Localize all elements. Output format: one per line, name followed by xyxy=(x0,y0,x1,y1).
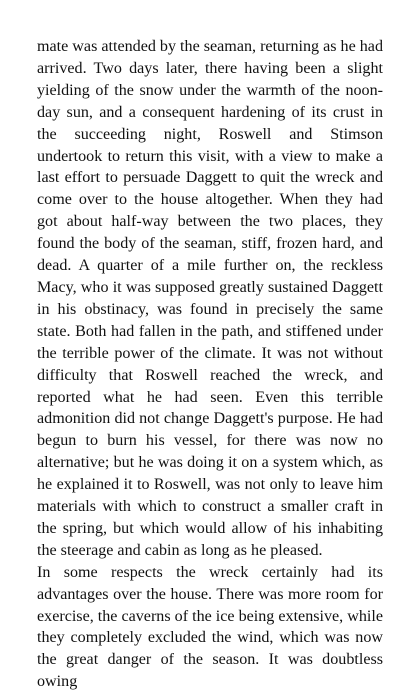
paragraph-1: mate was attended by the seaman, returning as he had arrived. Two days later, there having been a slight yielding of the snow under the warmth of the noon-day sun, and a consequent hardening of its crust in the succeeding night, Roswell and Stimson undertook to return this visit, with a view to make a last effort to persuade Daggett to quit the wreck and come over to the house altogether. When they had got about half-way between the two places, they found the body of the seaman, stiff, frozen hard, and dead. A quarter of a mile further on, the reckless Macy, who it was supposed greatly sustained Daggett in his obstinacy, was found in precisely the same state. Both had fallen in the path, and stiffened under the terrible power of the climate. It was not without difficulty that Roswell reached the wreck, and reported what he had seen. Even this terrible admonition did not change Daggett's purpose. He had begun to burn his vessel, for there was now no alternative; but he was doing it on a system which, as he explained it to Roswell, was not only to leave him materials with which to construct a smaller craft in the spring, but which would allow of his inhabiting the steerage and cabin as long as he pleased. xyxy=(37,38,383,559)
document-page xyxy=(37,36,383,693)
paragraph-2: In some respects the wreck certainly had its advantages over the house. There was more room for exercise, the caverns of the ice being extensive, while they completely excluded the wind, which was now the great danger of the season. It was doubtless owing xyxy=(37,563,383,691)
